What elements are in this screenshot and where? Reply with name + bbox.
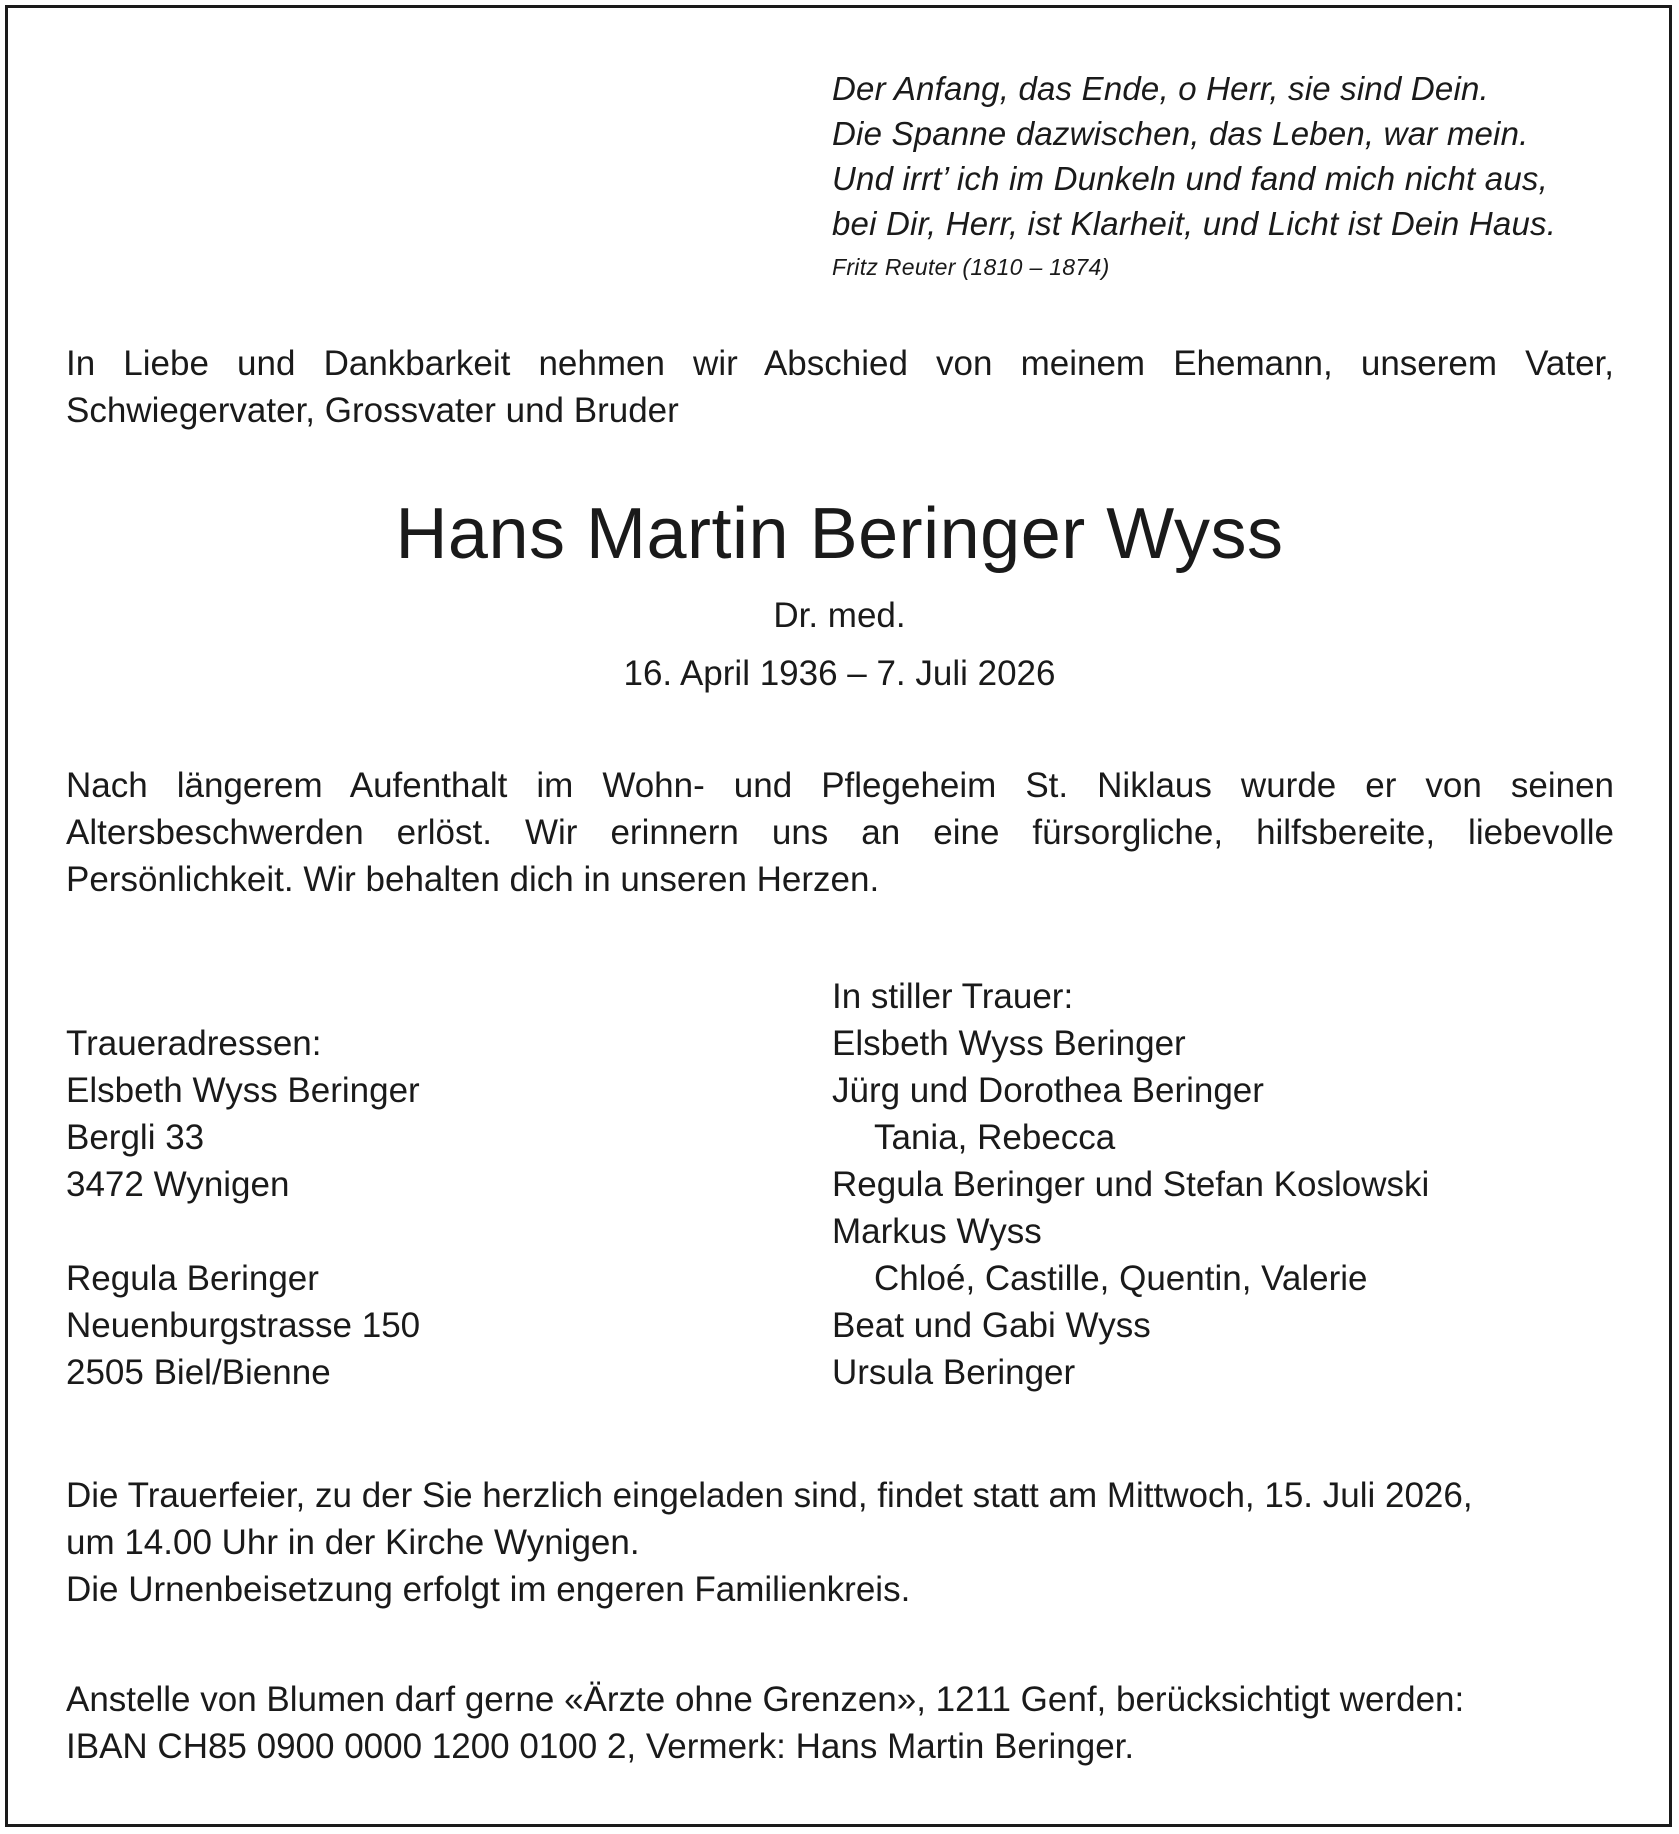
mourner-line-indented: Chloé, Castille, Quentin, Valerie [874, 1259, 1368, 1298]
address-line: Regula Beringer [66, 1259, 319, 1298]
address-line: Elsbeth Wyss Beringer [66, 1071, 420, 1110]
donation-line: IBAN CH85 0900 0000 1200 0100 2, Vermerk: Hans Martin Beringer. [66, 1727, 1135, 1766]
deceased-dates: 16. April 1936 – 7. Juli 2026 [623, 654, 1056, 693]
mourner-line-indented: Tania, Rebecca [874, 1118, 1116, 1157]
addresses-heading: Traueradressen: [66, 1024, 322, 1063]
poem [832, 66, 1632, 282]
address-line: Neuenburgstrasse 150 [66, 1306, 421, 1345]
poem-attribution: Fritz Reuter (1810 – 1874) [832, 254, 1110, 280]
mourners-heading: In stiller Trauer: [832, 977, 1074, 1016]
poem-line: Die Spanne dazwischen, das Leben, war mein. [832, 115, 1529, 152]
deceased-title: Dr. med. [773, 596, 906, 635]
mourner-line: Markus Wyss [832, 1212, 1042, 1251]
mourner-line: Ursula Beringer [832, 1353, 1076, 1392]
address-line: 2505 Biel/Bienne [66, 1353, 331, 1392]
donation-line: Anstelle von Blumen darf gerne «Ärzte ohne Grenzen», 1211 Genf, berücksichtigt werden: [66, 1680, 1465, 1719]
mourner-line: Elsbeth Wyss Beringer [832, 1024, 1186, 1063]
deceased-name: Hans Martin Beringer Wyss [395, 494, 1284, 574]
poem-line: bei Dir, Herr, ist Klarheit, und Licht ist Dein Haus. [832, 205, 1557, 242]
intro-text: In Liebe und Dankbarkeit nehmen wir Abschied von meinem Ehemann, unserem Vater, Schwiegervater, Grossvater und Bruder [66, 344, 1614, 430]
ceremony-line: Die Urnenbeisetzung erfolgt im engeren Familienkreis. [66, 1570, 911, 1609]
farewell-note: Nach längerem Aufenthalt im Wohn- und Pflegeheim St. Niklaus wurde er von seinen Altersbeschwerden erlöst. Wir erinnern uns an eine fürsorgliche, hilfsbereite, liebevolle Persönlichkeit. Wir behalten dich in unseren Herzen. [66, 766, 1614, 899]
ceremony-line: um 14.00 Uhr in der Kirche Wynigen. [66, 1523, 640, 1562]
address-spacer [66, 1208, 766, 1255]
mourner-line: Beat und Gabi Wyss [832, 1306, 1151, 1345]
ceremony-line: Die Trauerfeier, zu der Sie herzlich eingeladen sind, findet statt am Mittwoch, 15. Juli 2026, [66, 1476, 1473, 1515]
mourner-line: Jürg und Dorothea Beringer [832, 1071, 1264, 1110]
donation-info [66, 1676, 1614, 1770]
ceremony-info [66, 1472, 1614, 1613]
poem-line: Und irrt’ ich im Dunkeln und fand mich nicht aus, [832, 160, 1548, 197]
address-line: 3472 Wynigen [66, 1165, 290, 1204]
mourning-addresses [66, 1020, 766, 1396]
address-line: Bergli 33 [66, 1118, 205, 1157]
poem-line: Der Anfang, das Ende, o Herr, sie sind Dein. [832, 70, 1489, 107]
mourners-list [832, 973, 1612, 1396]
mourner-line: Regula Beringer und Stefan Koslowski [832, 1165, 1430, 1204]
